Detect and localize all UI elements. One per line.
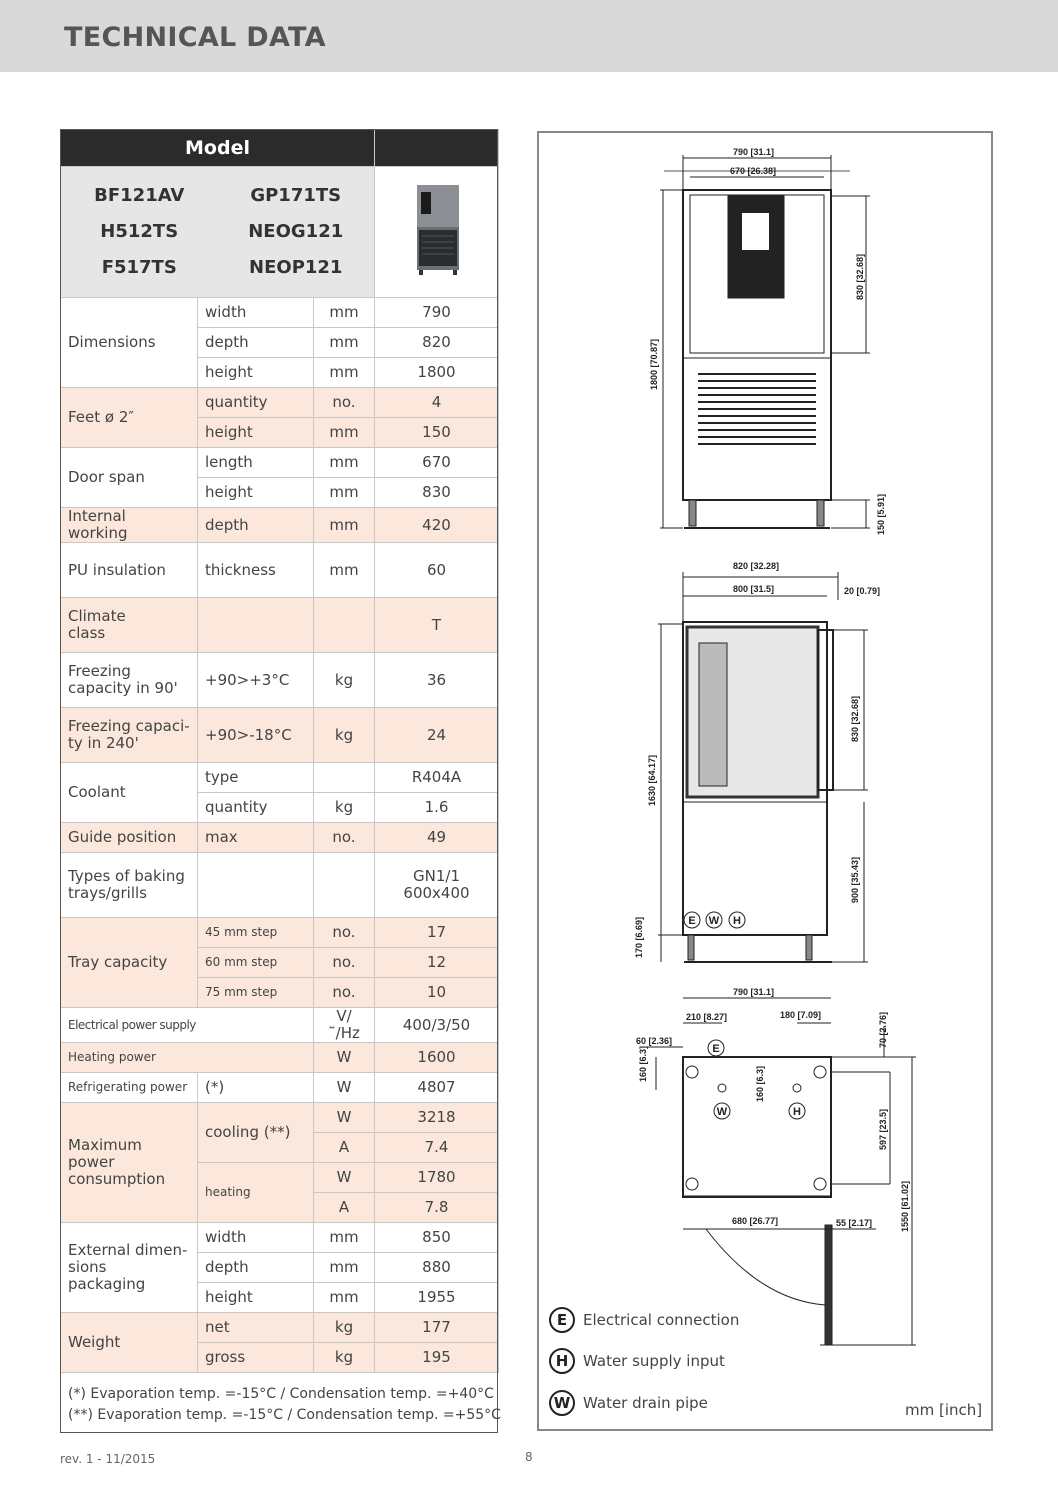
param: depth bbox=[198, 508, 314, 543]
param: width bbox=[198, 1223, 314, 1253]
value: 195 bbox=[375, 1343, 499, 1373]
value: 7.4 bbox=[375, 1133, 499, 1163]
param: heating bbox=[198, 1163, 314, 1223]
dim-label: 680 [26.77] bbox=[732, 1216, 779, 1226]
row-label: Types of baking trays/grills bbox=[61, 853, 198, 918]
value: 4807 bbox=[375, 1073, 499, 1103]
row-label: Tray capacity bbox=[61, 918, 198, 1008]
legend-item bbox=[549, 1307, 739, 1333]
unit: A bbox=[314, 1133, 375, 1163]
unit: mm bbox=[314, 1253, 375, 1283]
param: height bbox=[198, 478, 314, 508]
value: 10 bbox=[375, 978, 499, 1008]
unit: no. bbox=[314, 948, 375, 978]
param: +90>+3°C bbox=[198, 653, 314, 708]
legend-item bbox=[549, 1348, 725, 1374]
unit: kg bbox=[314, 708, 375, 763]
legend-text: Electrical connection bbox=[583, 1311, 740, 1329]
param: height bbox=[198, 358, 314, 388]
unit: mm bbox=[314, 543, 375, 598]
dim-label: 790 [31.1] bbox=[733, 987, 775, 997]
value: 36 bbox=[375, 653, 499, 708]
dim-label: 55 [2.17] bbox=[836, 1218, 873, 1228]
row-label: Climate class bbox=[61, 598, 198, 653]
spec-table bbox=[60, 129, 499, 1373]
value: 7.8 bbox=[375, 1193, 499, 1223]
param: depth bbox=[198, 1253, 314, 1283]
value: 60 bbox=[375, 543, 499, 598]
row-label: Maximum power consumption bbox=[61, 1103, 198, 1223]
param: (*) bbox=[198, 1073, 314, 1103]
unit: mm bbox=[314, 298, 375, 328]
unit: mm bbox=[314, 418, 375, 448]
legend-text: Water drain pipe bbox=[583, 1394, 708, 1412]
row-label: Freezing capaci- ty in 240' bbox=[61, 708, 198, 763]
dim-label: 1800 [70.87] bbox=[649, 338, 659, 390]
value: 820 bbox=[375, 328, 499, 358]
electrical-connection-icon: E bbox=[549, 1307, 575, 1333]
front-view bbox=[660, 155, 870, 528]
unit: mm bbox=[314, 448, 375, 478]
water-supply-icon: H bbox=[549, 1348, 575, 1374]
unit: mm bbox=[314, 358, 375, 388]
param: cooling (**) bbox=[198, 1103, 314, 1163]
unit: mm bbox=[314, 1223, 375, 1253]
param: depth bbox=[198, 328, 314, 358]
dim-label: 170 [6.69] bbox=[634, 916, 644, 958]
footnotes bbox=[68, 1384, 501, 1426]
dim-label: 1550 [61.02] bbox=[900, 1180, 910, 1232]
param: thickness bbox=[198, 543, 314, 598]
dim-label: 900 [35.43] bbox=[850, 856, 860, 903]
dim-label: 70 [2.76] bbox=[878, 1011, 888, 1048]
connection-letter: H bbox=[793, 1106, 801, 1118]
value: 150 bbox=[375, 418, 499, 448]
model-name: BF121AV bbox=[94, 185, 185, 206]
value: 177 bbox=[375, 1313, 499, 1343]
value: 1780 bbox=[375, 1163, 499, 1193]
model-names bbox=[61, 167, 375, 298]
unit: mm bbox=[314, 478, 375, 508]
row-label: Dimensions bbox=[61, 298, 198, 388]
page-header bbox=[0, 0, 1058, 72]
value: 790 bbox=[375, 298, 499, 328]
row-label: Freezing capacity in 90' bbox=[61, 653, 198, 708]
value: 420 bbox=[375, 508, 499, 543]
page-number: 8 bbox=[525, 1450, 533, 1464]
model-name: NEOG121 bbox=[248, 221, 344, 242]
param: net bbox=[198, 1313, 314, 1343]
unit: kg bbox=[314, 793, 375, 823]
param: height bbox=[198, 1283, 314, 1313]
param: length bbox=[198, 448, 314, 478]
unit: mm bbox=[314, 328, 375, 358]
value: 850 bbox=[375, 1223, 499, 1253]
legend-item bbox=[549, 1390, 708, 1416]
value: 670 bbox=[375, 448, 499, 478]
row-label: Coolant bbox=[61, 763, 198, 823]
unit: no. bbox=[314, 388, 375, 418]
dim-label: 160 [6.3] bbox=[638, 1045, 648, 1082]
unit: no. bbox=[314, 978, 375, 1008]
dim-label: 20 [0.79] bbox=[844, 586, 881, 596]
page-title: TECHNICAL DATA bbox=[64, 22, 326, 53]
row-label: Electrical power supply bbox=[61, 1008, 314, 1043]
row-label: Feet ø 2″ bbox=[61, 388, 198, 448]
value: 830 bbox=[375, 478, 499, 508]
unit: V/˜/Hz bbox=[314, 1008, 375, 1043]
param: height bbox=[198, 418, 314, 448]
unit: W bbox=[314, 1103, 375, 1133]
footnote: (*) Evaporation temp. =-15°C / Condensation temp. =+40°C bbox=[68, 1386, 494, 1402]
model-name: F517TS bbox=[101, 257, 177, 278]
product-image bbox=[375, 167, 499, 298]
connection-letter: E bbox=[712, 1043, 720, 1055]
model-header: Model bbox=[61, 130, 375, 167]
water-drain-icon: W bbox=[549, 1390, 575, 1416]
revision: rev. 1 - 11/2015 bbox=[60, 1452, 156, 1466]
value: 1800 bbox=[375, 358, 499, 388]
connection-letter: E bbox=[688, 915, 696, 927]
value: 17 bbox=[375, 918, 499, 948]
dim-label: 180 [7.09] bbox=[780, 1010, 822, 1020]
legend-text: Water supply input bbox=[583, 1352, 725, 1370]
param: width bbox=[198, 298, 314, 328]
unit: no. bbox=[314, 823, 375, 853]
connection-letter: H bbox=[733, 915, 741, 927]
dim-label: 670 [26.38] bbox=[730, 166, 777, 176]
unit: kg bbox=[314, 653, 375, 708]
connection-letter: W bbox=[708, 915, 720, 927]
row-label: Door span bbox=[61, 448, 198, 508]
unit: W bbox=[314, 1073, 375, 1103]
param: type bbox=[198, 763, 314, 793]
value: 24 bbox=[375, 708, 499, 763]
dim-label: 150 [5.91] bbox=[876, 493, 886, 535]
value: T bbox=[375, 598, 499, 653]
row-label: Guide position bbox=[61, 823, 198, 853]
param: 75 mm step bbox=[198, 978, 314, 1008]
side-view bbox=[658, 572, 868, 962]
value: 3218 bbox=[375, 1103, 499, 1133]
dim-label: 800 [31.5] bbox=[733, 584, 775, 594]
dim-label: 830 [32.68] bbox=[850, 695, 860, 742]
dim-label: 1630 [64.17] bbox=[647, 754, 657, 806]
dim-label: 210 [8.27] bbox=[686, 1012, 728, 1022]
model-name: NEOP121 bbox=[249, 257, 343, 278]
dim-label: 790 [31.1] bbox=[733, 147, 775, 157]
param: quantity bbox=[198, 388, 314, 418]
param: gross bbox=[198, 1343, 314, 1373]
unit: W bbox=[314, 1043, 375, 1073]
model-name: H512TS bbox=[100, 221, 179, 242]
unit: kg bbox=[314, 1313, 375, 1343]
param: 45 mm step bbox=[198, 918, 314, 948]
row-label: Internal working bbox=[61, 508, 198, 543]
row-label: Heating power bbox=[61, 1043, 314, 1073]
unit: no. bbox=[314, 918, 375, 948]
dim-label: 820 [32.28] bbox=[733, 561, 780, 571]
unit: mm bbox=[314, 1283, 375, 1313]
param: quantity bbox=[198, 793, 314, 823]
value: 4 bbox=[375, 388, 499, 418]
unit: W bbox=[314, 1163, 375, 1193]
dim-label: 160 [6.3] bbox=[755, 1065, 765, 1102]
value: 1955 bbox=[375, 1283, 499, 1313]
unit: mm bbox=[314, 508, 375, 543]
dim-label: 60 [2.36] bbox=[636, 1036, 673, 1046]
blast-chiller-icon bbox=[402, 180, 472, 280]
footnote: (**) Evaporation temp. =-15°C / Condensation temp. =+55°C bbox=[68, 1407, 501, 1423]
value: 880 bbox=[375, 1253, 499, 1283]
dim-label: 597 [23.5] bbox=[878, 1108, 888, 1150]
unit bbox=[314, 763, 375, 793]
value: 400/3/50 bbox=[375, 1008, 499, 1043]
row-label: Refrigerating power bbox=[61, 1073, 198, 1103]
value: 12 bbox=[375, 948, 499, 978]
param: 60 mm step bbox=[198, 948, 314, 978]
param: +90>-18°C bbox=[198, 708, 314, 763]
dim-label: 830 [32.68] bbox=[855, 253, 865, 300]
row-label: External dimen- sions packaging bbox=[61, 1223, 198, 1313]
model-name: GP171TS bbox=[250, 185, 342, 206]
param: max bbox=[198, 823, 314, 853]
value: 1.6 bbox=[375, 793, 499, 823]
row-label: PU insulation bbox=[61, 543, 198, 598]
technical-drawing bbox=[537, 131, 993, 1431]
top-view bbox=[641, 998, 916, 1345]
connection-letter: W bbox=[716, 1106, 728, 1118]
unit: kg bbox=[314, 1343, 375, 1373]
value: GN1/1 600x400 bbox=[375, 853, 499, 918]
units-note: mm [inch] bbox=[905, 1401, 983, 1419]
unit: A bbox=[314, 1193, 375, 1223]
value: 49 bbox=[375, 823, 499, 853]
row-label: Weight bbox=[61, 1313, 198, 1373]
value: 1600 bbox=[375, 1043, 499, 1073]
value: R404A bbox=[375, 763, 499, 793]
